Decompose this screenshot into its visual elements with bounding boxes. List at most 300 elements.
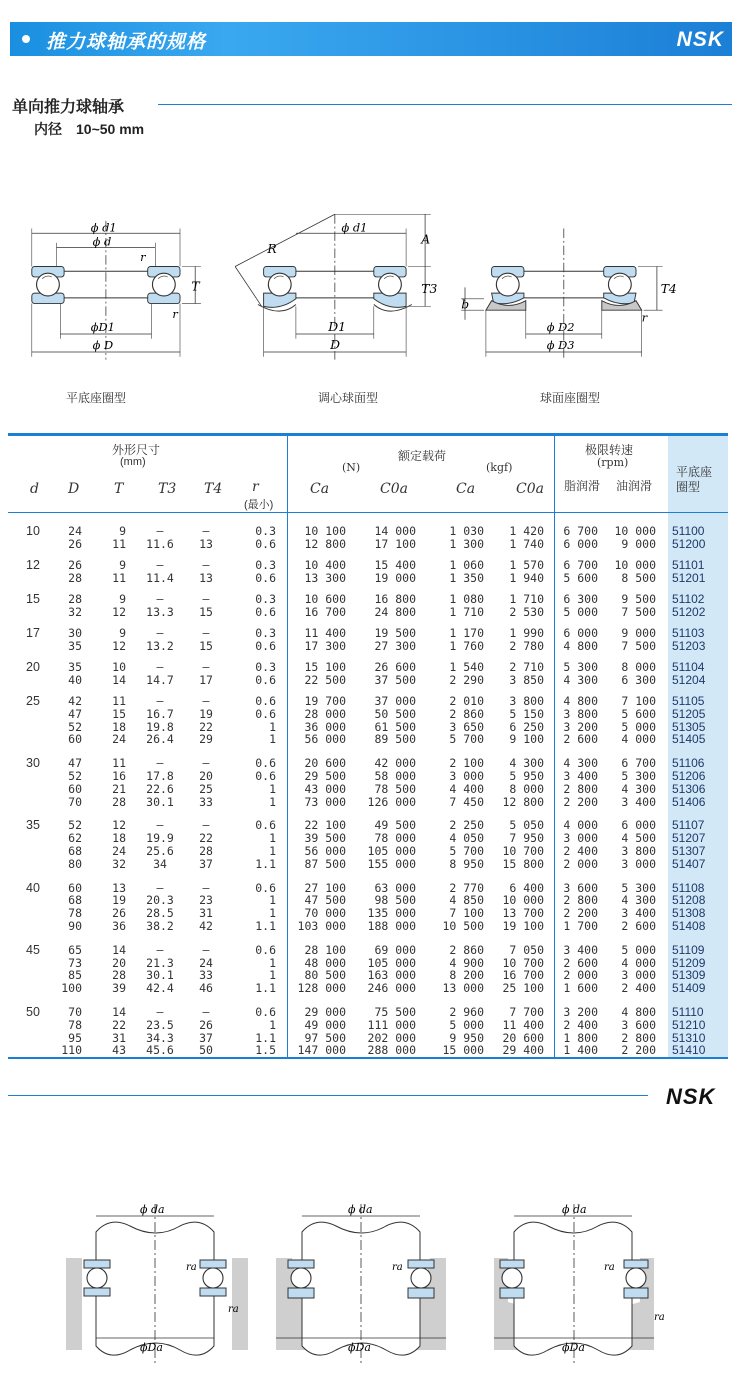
od: 90 bbox=[68, 919, 82, 933]
svg-text:ϕD1: ϕD1 bbox=[90, 320, 115, 335]
height-t4: 15 bbox=[199, 638, 213, 653]
c0a-n: 188 000 bbox=[367, 919, 416, 933]
c0a-kgf: 6 400 bbox=[509, 880, 544, 895]
c0a-n: 26 600 bbox=[374, 660, 416, 674]
height-t4: 31 bbox=[199, 906, 213, 921]
grease-speed: 2 600 bbox=[563, 955, 598, 970]
height-t4: – bbox=[202, 942, 210, 957]
svg-text:ϕ D3: ϕ D3 bbox=[546, 338, 575, 353]
bore-label: 内径 bbox=[34, 121, 62, 137]
chamfer: 0.6 bbox=[255, 880, 276, 895]
svg-text:ϕ da: ϕ da bbox=[562, 1203, 587, 1216]
height-t4: 42 bbox=[199, 919, 213, 933]
width-t: 39 bbox=[112, 981, 126, 996]
ca-kgf: 5 000 bbox=[449, 1017, 484, 1032]
height-t3: – bbox=[156, 694, 164, 708]
ca-n: 73 000 bbox=[304, 794, 346, 809]
oil-speed: 3 400 bbox=[621, 906, 656, 921]
height-t3: 28.5 bbox=[146, 906, 174, 921]
width-t: 11 bbox=[112, 756, 126, 771]
width-t: 28 bbox=[112, 968, 126, 983]
c0a-n: 15 400 bbox=[374, 558, 416, 572]
c0a-n: 58 000 bbox=[374, 769, 416, 783]
c0a-kgf: 29 400 bbox=[502, 1043, 544, 1058]
chamfer: 1 bbox=[269, 831, 276, 846]
od: 70 bbox=[68, 1005, 82, 1019]
bore-range bbox=[34, 119, 144, 139]
height-t3: 16.7 bbox=[146, 706, 174, 721]
od: 26 bbox=[68, 536, 82, 551]
ca-n: 29 000 bbox=[304, 1005, 346, 1019]
c0a-n: 89 500 bbox=[374, 732, 416, 747]
model-no: 51405 bbox=[672, 732, 706, 747]
ca-kgf: 4 900 bbox=[449, 955, 484, 970]
height-t4: 20 bbox=[199, 769, 213, 783]
model-no: 51105 bbox=[672, 694, 705, 708]
c0a-n: 19 500 bbox=[374, 626, 416, 640]
chamfer: 1 bbox=[269, 781, 276, 796]
oil-speed: 2 600 bbox=[621, 919, 656, 933]
height-t4: 50 bbox=[199, 1043, 213, 1058]
height-t3: 19.9 bbox=[146, 831, 174, 846]
oil-speed: 4 000 bbox=[621, 732, 656, 747]
flat-seat-diagram bbox=[32, 220, 201, 359]
height-t4: 33 bbox=[199, 968, 213, 983]
oil-speed: 10 000 bbox=[614, 558, 656, 572]
c0a-n: 50 500 bbox=[374, 706, 416, 721]
header-r: r bbox=[252, 479, 259, 495]
width-t: 12 bbox=[112, 818, 126, 833]
svg-text:ϕ da: ϕ da bbox=[348, 1203, 373, 1216]
od: 95 bbox=[68, 1030, 82, 1045]
oil-speed: 4 300 bbox=[621, 893, 656, 908]
model-no: 51100 bbox=[672, 524, 705, 538]
height-t3: 42.4 bbox=[146, 981, 174, 996]
ca-kgf: 15 000 bbox=[442, 1043, 484, 1058]
c0a-kgf: 4 300 bbox=[509, 756, 544, 771]
od: 35 bbox=[68, 660, 82, 674]
model-no: 51108 bbox=[672, 880, 705, 895]
height-t3: 30.1 bbox=[146, 794, 174, 809]
height-t4: – bbox=[202, 880, 210, 895]
chamfer: 1 bbox=[269, 844, 276, 858]
height-t3: 21.3 bbox=[146, 955, 174, 970]
caption-spherical-seat: 球面座圈型 bbox=[540, 391, 601, 405]
ca-n: 80 500 bbox=[304, 968, 346, 983]
chamfer: 1.1 bbox=[255, 919, 276, 933]
grease-speed: 6 700 bbox=[563, 524, 598, 538]
model-no: 51205 bbox=[672, 706, 706, 721]
ca-kgf: 13 000 bbox=[442, 981, 484, 996]
ca-n: 56 000 bbox=[304, 844, 346, 858]
od: 28 bbox=[68, 570, 82, 585]
ca-kgf: 5 700 bbox=[449, 844, 484, 858]
ca-n: 27 100 bbox=[304, 880, 346, 895]
height-t4: 28 bbox=[199, 844, 213, 858]
c0a-kgf: 1 710 bbox=[509, 592, 544, 606]
c0a-kgf: 5 050 bbox=[509, 818, 544, 833]
c0a-kgf: 7 050 bbox=[509, 942, 544, 957]
height-t3: 13.2 bbox=[146, 638, 174, 653]
bore-d: 17 bbox=[26, 626, 40, 640]
ca-n: 17 300 bbox=[304, 638, 346, 653]
chamfer: 0.6 bbox=[255, 756, 276, 771]
oil-speed: 8 000 bbox=[621, 660, 656, 674]
ca-n: 10 600 bbox=[304, 592, 346, 606]
height-t3: 13.3 bbox=[146, 604, 174, 619]
height-t3: 25.6 bbox=[146, 844, 174, 858]
bottom-rule bbox=[8, 1095, 648, 1096]
c0a-n: 75 500 bbox=[374, 1005, 416, 1019]
ca-n: 97 500 bbox=[304, 1030, 346, 1045]
c0a-kgf: 12 800 bbox=[502, 794, 544, 809]
bore-d: 40 bbox=[26, 880, 40, 895]
model-no: 51209 bbox=[672, 955, 706, 970]
grease-speed: 2 800 bbox=[563, 893, 598, 908]
chamfer: 1.1 bbox=[255, 1030, 276, 1045]
width-t: 14 bbox=[112, 1005, 126, 1019]
chamfer: 0.6 bbox=[255, 942, 276, 957]
chamfer: 0.6 bbox=[255, 536, 276, 551]
model-no: 51201 bbox=[672, 570, 706, 585]
od: 68 bbox=[68, 844, 82, 858]
c0a-n: 202 000 bbox=[367, 1030, 416, 1045]
c0a-n: 163 000 bbox=[367, 968, 416, 983]
grease-speed: 3 200 bbox=[563, 719, 598, 734]
header-unit-kgf: (kgf) bbox=[486, 461, 513, 474]
chamfer: 1 bbox=[269, 1017, 276, 1032]
width-t: 36 bbox=[112, 919, 126, 933]
c0a-n: 24 800 bbox=[374, 604, 416, 619]
bore-value: 10~50 mm bbox=[76, 121, 145, 137]
od: 100 bbox=[61, 981, 82, 996]
ca-kgf: 1 170 bbox=[449, 626, 484, 640]
svg-text:R: R bbox=[267, 242, 277, 257]
ca-kgf: 1 300 bbox=[449, 536, 484, 551]
mounting-spherical-seat bbox=[494, 1203, 665, 1366]
c0a-kgf: 5 950 bbox=[509, 769, 544, 783]
svg-text:b: b bbox=[461, 297, 470, 312]
bearing-diagrams bbox=[0, 200, 740, 390]
header-model-2: 圈型 bbox=[676, 480, 701, 494]
width-t: 13 bbox=[112, 880, 126, 895]
width-t: 32 bbox=[112, 856, 126, 871]
oil-speed: 2 800 bbox=[621, 1030, 656, 1045]
od: 52 bbox=[68, 769, 82, 783]
width-t: 11 bbox=[112, 570, 126, 585]
model-no: 51409 bbox=[672, 981, 706, 996]
model-no: 51410 bbox=[672, 1043, 706, 1058]
grease-speed: 2 600 bbox=[563, 732, 598, 747]
model-no: 51203 bbox=[672, 638, 706, 653]
table-bottom-rule bbox=[8, 1057, 728, 1059]
od: 30 bbox=[68, 626, 82, 640]
model-no: 51310 bbox=[672, 1030, 706, 1045]
c0a-n: 155 000 bbox=[367, 856, 416, 871]
c0a-kgf: 2 710 bbox=[509, 660, 544, 674]
oil-speed: 7 100 bbox=[621, 694, 656, 708]
ca-kgf: 2 860 bbox=[449, 942, 484, 957]
grease-speed: 1 700 bbox=[563, 919, 598, 933]
c0a-n: 288 000 bbox=[367, 1043, 416, 1058]
oil-speed: 4 800 bbox=[621, 1005, 656, 1019]
grease-speed: 6 300 bbox=[563, 592, 598, 606]
oil-speed: 9 500 bbox=[621, 592, 656, 606]
ca-kgf: 2 100 bbox=[449, 756, 484, 771]
c0a-n: 246 000 bbox=[367, 981, 416, 996]
c0a-n: 78 000 bbox=[374, 831, 416, 846]
oil-speed: 6 000 bbox=[621, 818, 656, 833]
height-t3: 14.7 bbox=[146, 672, 174, 687]
height-t4: – bbox=[202, 558, 210, 572]
chamfer: 0.3 bbox=[255, 524, 276, 538]
svg-text:ra: ra bbox=[654, 1312, 665, 1323]
height-t3: – bbox=[156, 592, 164, 606]
chamfer: 0.6 bbox=[255, 672, 276, 687]
chamfer: 1.5 bbox=[255, 1043, 276, 1058]
header-separator bbox=[8, 512, 728, 513]
header-grease: 脂润滑 bbox=[564, 479, 601, 493]
oil-speed: 3 000 bbox=[621, 968, 656, 983]
chamfer: 0.3 bbox=[255, 626, 276, 640]
svg-text:ϕ D2: ϕ D2 bbox=[546, 320, 575, 335]
width-t: 9 bbox=[119, 524, 126, 538]
svg-text:ϕDa: ϕDa bbox=[562, 1341, 585, 1354]
chamfer: 0.6 bbox=[255, 769, 276, 783]
ca-kgf: 4 050 bbox=[449, 831, 484, 846]
header-dims: 外形尺寸 bbox=[112, 443, 161, 457]
svg-text:r: r bbox=[172, 306, 178, 321]
oil-speed: 7 500 bbox=[621, 604, 656, 619]
ca-kgf: 4 400 bbox=[449, 781, 484, 796]
od: 60 bbox=[68, 880, 82, 895]
chamfer: 1 bbox=[269, 893, 276, 908]
chamfer: 0.6 bbox=[255, 570, 276, 585]
width-t: 24 bbox=[112, 844, 126, 858]
ca-n: 48 000 bbox=[304, 955, 346, 970]
height-t3: – bbox=[156, 558, 164, 572]
bore-d: 25 bbox=[26, 694, 40, 708]
height-t4: – bbox=[202, 626, 210, 640]
svg-text:A: A bbox=[421, 232, 431, 247]
oil-speed: 5 600 bbox=[621, 706, 656, 721]
ca-n: 70 000 bbox=[304, 906, 346, 921]
grease-speed: 2 000 bbox=[563, 968, 598, 983]
header-T: T bbox=[114, 481, 124, 497]
ca-n: 49 000 bbox=[304, 1017, 346, 1032]
od: 52 bbox=[68, 719, 82, 734]
svg-text:T: T bbox=[191, 279, 200, 294]
grease-speed: 2 200 bbox=[563, 794, 598, 809]
ca-n: 22 500 bbox=[304, 672, 346, 687]
ca-kgf: 3 000 bbox=[449, 769, 484, 783]
bore-d: 10 bbox=[26, 524, 40, 538]
grease-speed: 4 300 bbox=[563, 672, 598, 687]
oil-speed: 10 000 bbox=[614, 524, 656, 538]
ca-kgf: 8 200 bbox=[449, 968, 484, 983]
oil-speed: 5 300 bbox=[621, 880, 656, 895]
grease-speed: 2 400 bbox=[563, 844, 598, 858]
width-t: 11 bbox=[112, 536, 126, 551]
svg-text:D1: D1 bbox=[328, 320, 346, 335]
grease-speed: 4 800 bbox=[563, 694, 598, 708]
c0a-kgf: 10 700 bbox=[502, 955, 544, 970]
width-t: 43 bbox=[112, 1043, 126, 1058]
caption-flat-seat: 平底座圈型 bbox=[66, 391, 127, 405]
col-divider bbox=[554, 436, 555, 1057]
grease-speed: 6 000 bbox=[563, 536, 598, 551]
model-no: 51103 bbox=[672, 626, 705, 640]
ca-n: 147 000 bbox=[297, 1043, 346, 1058]
height-t4: – bbox=[202, 1005, 210, 1019]
ca-n: 10 400 bbox=[304, 558, 346, 572]
model-no: 51206 bbox=[672, 769, 706, 783]
height-t4: – bbox=[202, 756, 210, 771]
ca-kgf: 1 080 bbox=[449, 592, 484, 606]
c0a-n: 37 000 bbox=[374, 694, 416, 708]
height-t4: 19 bbox=[199, 706, 213, 721]
model-no: 51104 bbox=[672, 660, 705, 674]
mounting-flat-seat bbox=[66, 1203, 248, 1366]
width-t: 14 bbox=[112, 942, 126, 957]
oil-speed: 9 000 bbox=[621, 626, 656, 640]
c0a-kgf: 10 700 bbox=[502, 844, 544, 858]
ca-n: 22 100 bbox=[304, 818, 346, 833]
height-t4: 23 bbox=[199, 893, 213, 908]
c0a-n: 105 000 bbox=[367, 844, 416, 858]
ca-n: 19 700 bbox=[304, 694, 346, 708]
c0a-n: 27 300 bbox=[374, 638, 416, 653]
height-t4: 37 bbox=[199, 1030, 213, 1045]
c0a-kgf: 6 250 bbox=[509, 719, 544, 734]
table-top-rule bbox=[8, 433, 728, 436]
od: 65 bbox=[68, 942, 82, 957]
grease-speed: 4 300 bbox=[563, 756, 598, 771]
od: 40 bbox=[68, 672, 82, 687]
height-t4: 24 bbox=[199, 955, 213, 970]
c0a-n: 19 000 bbox=[374, 570, 416, 585]
height-t4: 37 bbox=[199, 856, 213, 871]
ca-n: 36 000 bbox=[304, 719, 346, 734]
c0a-n: 78 500 bbox=[374, 781, 416, 796]
width-t: 15 bbox=[112, 706, 126, 721]
c0a-kgf: 1 940 bbox=[509, 570, 544, 585]
header-C0a: C0a bbox=[380, 481, 408, 497]
height-t3: 11.4 bbox=[146, 570, 174, 585]
od: 73 bbox=[68, 955, 82, 970]
svg-text:ϕ da: ϕ da bbox=[140, 1203, 165, 1216]
ca-n: 11 400 bbox=[304, 626, 346, 640]
model-no: 51202 bbox=[672, 604, 706, 619]
c0a-n: 69 000 bbox=[374, 942, 416, 957]
ca-n: 15 100 bbox=[304, 660, 346, 674]
ca-kgf: 1 350 bbox=[449, 570, 484, 585]
od: 85 bbox=[68, 968, 82, 983]
width-t: 9 bbox=[119, 592, 126, 606]
ca-n: 87 500 bbox=[304, 856, 346, 871]
oil-speed: 9 000 bbox=[621, 536, 656, 551]
c0a-n: 16 800 bbox=[374, 592, 416, 606]
chamfer: 0.3 bbox=[255, 592, 276, 606]
c0a-kgf: 16 700 bbox=[502, 968, 544, 983]
ca-kgf: 1 060 bbox=[449, 558, 484, 572]
c0a-kgf: 2 780 bbox=[509, 638, 544, 653]
grease-speed: 2 800 bbox=[563, 781, 598, 796]
width-t: 22 bbox=[112, 1017, 126, 1032]
c0a-kgf: 15 800 bbox=[502, 856, 544, 871]
header-load: 额定载荷 bbox=[398, 449, 447, 463]
model-no: 51308 bbox=[672, 906, 706, 921]
model-no: 51407 bbox=[672, 856, 706, 871]
oil-speed: 6 700 bbox=[621, 756, 656, 771]
model-no: 51307 bbox=[672, 844, 706, 858]
bore-d: 35 bbox=[26, 818, 40, 833]
col-divider bbox=[287, 436, 288, 1057]
header-speed: 极限转速 bbox=[585, 443, 634, 457]
width-t: 31 bbox=[112, 1030, 126, 1045]
c0a-kgf: 9 100 bbox=[509, 732, 544, 747]
ca-kgf: 2 860 bbox=[449, 706, 484, 721]
height-t3: – bbox=[156, 942, 164, 957]
width-t: 9 bbox=[119, 558, 126, 572]
grease-speed: 3 600 bbox=[563, 880, 598, 895]
height-t4: – bbox=[202, 694, 210, 708]
model-no: 51106 bbox=[672, 756, 705, 771]
aligning-seat-diagram bbox=[235, 214, 437, 359]
od: 28 bbox=[68, 592, 82, 606]
width-t: 26 bbox=[112, 906, 126, 921]
header-T3: T3 bbox=[158, 481, 177, 497]
width-t: 14 bbox=[112, 672, 126, 687]
model-no: 51109 bbox=[672, 942, 705, 957]
ca-n: 56 000 bbox=[304, 732, 346, 747]
height-t4: 25 bbox=[199, 781, 213, 796]
height-t4: – bbox=[202, 660, 210, 674]
height-t3: 17.8 bbox=[146, 769, 174, 783]
ca-kgf: 1 540 bbox=[449, 660, 484, 674]
oil-speed: 3 400 bbox=[621, 794, 656, 809]
svg-text:T3: T3 bbox=[421, 282, 438, 297]
ca-kgf: 2 960 bbox=[449, 1005, 484, 1019]
ca-kgf: 3 650 bbox=[449, 719, 484, 734]
od: 32 bbox=[68, 604, 82, 619]
width-t: 12 bbox=[112, 604, 126, 619]
c0a-kgf: 7 700 bbox=[509, 1005, 544, 1019]
height-t3: 19.8 bbox=[146, 719, 174, 734]
oil-speed: 4 300 bbox=[621, 781, 656, 796]
c0a-kgf: 1 990 bbox=[509, 626, 544, 640]
height-t4: 46 bbox=[199, 981, 213, 996]
c0a-kgf: 20 600 bbox=[502, 1030, 544, 1045]
grease-speed: 1 600 bbox=[563, 981, 598, 996]
grease-speed: 3 400 bbox=[563, 942, 598, 957]
nsk-logo-footer: NSK bbox=[666, 1084, 716, 1109]
c0a-kgf: 13 700 bbox=[502, 906, 544, 921]
header-T4: T4 bbox=[204, 481, 223, 497]
od: 35 bbox=[68, 638, 82, 653]
width-t: 9 bbox=[119, 626, 126, 640]
width-t: 16 bbox=[112, 769, 126, 783]
chamfer: 0.6 bbox=[255, 818, 276, 833]
oil-speed: 6 300 bbox=[621, 672, 656, 687]
chamfer: 0.3 bbox=[255, 660, 276, 674]
height-t3: – bbox=[156, 660, 164, 674]
c0a-kgf: 1 420 bbox=[509, 524, 544, 538]
ca-kgf: 7 100 bbox=[449, 906, 484, 921]
grease-speed: 6 700 bbox=[563, 558, 598, 572]
ca-kgf: 10 500 bbox=[442, 919, 484, 933]
c0a-kgf: 8 000 bbox=[509, 781, 544, 796]
